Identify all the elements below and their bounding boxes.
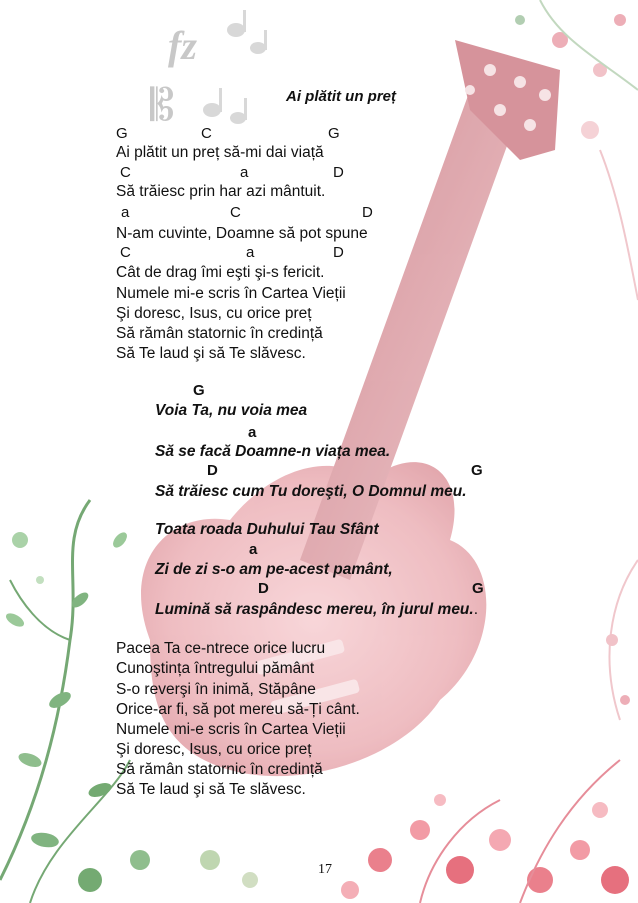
chord: C bbox=[120, 244, 131, 261]
lyric-line: Cunoştința întregului pământ bbox=[116, 660, 315, 677]
lyric-line: Să Te laud şi să Te slăvesc. bbox=[116, 781, 306, 798]
chorus-line: Zi de zi s-o am pe-acest pamânt, bbox=[155, 561, 393, 578]
chorus-line: Toata roada Duhului Tau Sfânt bbox=[155, 521, 379, 538]
lyric-line: Pacea Ta ce-ntrece orice lucru bbox=[116, 640, 326, 657]
chord: C bbox=[230, 204, 241, 221]
lyric-line: S-o reverşi în inimă, Stăpâne bbox=[116, 681, 316, 698]
lyric-line: Şi doresc, Isus, cu orice preț bbox=[116, 741, 312, 758]
lyric-line: N-am cuvinte, Doamne să pot spune bbox=[116, 225, 368, 242]
chord: D bbox=[258, 580, 269, 597]
chord: a bbox=[246, 244, 255, 261]
chord: a bbox=[121, 204, 130, 221]
chord: G bbox=[472, 580, 484, 597]
lyric-line: Şi doresc, Isus, cu orice preț bbox=[116, 305, 312, 322]
lyric-line: Să rămân statornic în credință bbox=[116, 325, 323, 342]
chord: D bbox=[362, 204, 373, 221]
chord: a bbox=[249, 541, 258, 558]
lyric-line: Să rămân statornic în credință bbox=[116, 761, 323, 778]
chorus-line: Să se facă Doamne-n viața mea. bbox=[155, 443, 391, 460]
chord: G bbox=[193, 382, 205, 399]
lyric-line: Numele mi-e scris în Cartea Vieții bbox=[116, 721, 346, 738]
chord: C bbox=[201, 125, 212, 142]
lyric-line: Să Te laud şi să Te slăvesc. bbox=[116, 345, 306, 362]
chorus-line: Voia Ta, nu voia mea bbox=[155, 402, 308, 419]
chord: D bbox=[207, 462, 218, 479]
lyric-line: Cât de drag îmi eşti şi-s fericit. bbox=[116, 264, 325, 281]
dynamics-symbol: fz bbox=[168, 23, 197, 68]
lyric-line: Orice-ar fi, să pot mereu să-Ți cânt. bbox=[116, 701, 360, 718]
lyric-line: Ai plătit un preț să-mi dai viață bbox=[116, 144, 324, 161]
chord: a bbox=[240, 164, 249, 181]
chord: G bbox=[116, 125, 128, 142]
lyric-line: Numele mi-e scris în Cartea Vieții bbox=[116, 285, 346, 302]
chord: C bbox=[120, 164, 131, 181]
chord: G bbox=[471, 462, 483, 479]
chord: a bbox=[248, 424, 257, 441]
chorus-line: Să trăiesc cum Tu doreşti, O Domnul meu. bbox=[155, 483, 467, 500]
chord: G bbox=[328, 125, 340, 142]
chorus-period: . bbox=[473, 601, 479, 618]
lyric-line: Să trăiesc prin har azi mântuit. bbox=[116, 183, 326, 200]
clef-symbol: 𝄡 bbox=[150, 80, 175, 131]
song-title: Ai plătit un preț bbox=[286, 88, 396, 105]
chord: D bbox=[333, 244, 344, 261]
vine-decor-right bbox=[606, 560, 638, 720]
chorus-line-last bbox=[155, 601, 478, 619]
page-number: 17 bbox=[318, 862, 332, 877]
music-notes-decor bbox=[203, 10, 267, 124]
chord: D bbox=[333, 164, 344, 181]
chorus-line-text: Lumină să raspândesc mereu, în jurul meu. bbox=[155, 601, 474, 618]
